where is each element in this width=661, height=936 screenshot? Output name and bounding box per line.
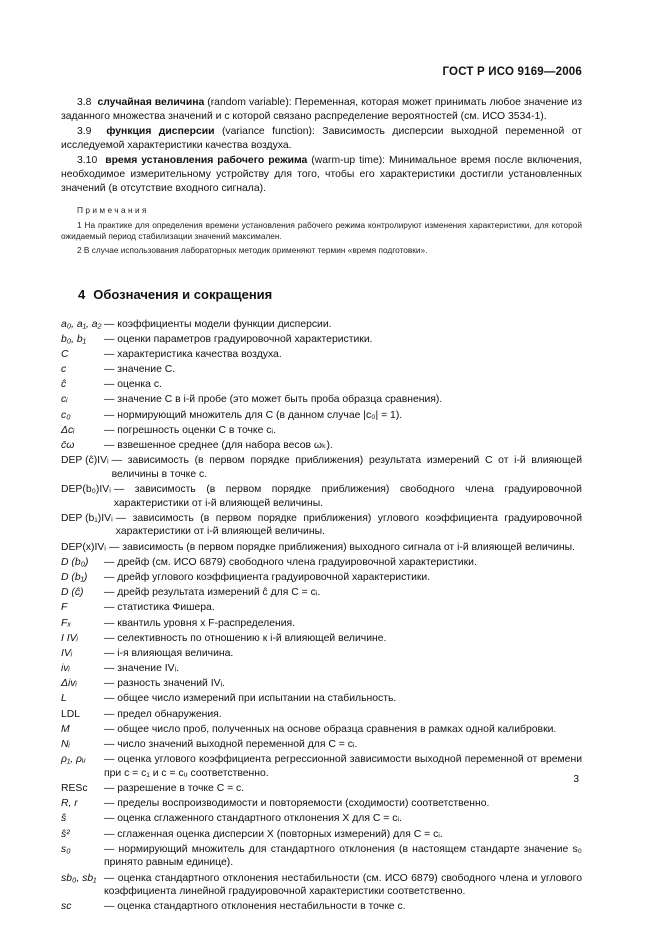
definition-term: случайная величина bbox=[97, 97, 205, 108]
symbol-row bbox=[61, 723, 582, 737]
symbol-description: — значение IVᵢ. bbox=[104, 663, 180, 675]
symbol-row bbox=[61, 662, 582, 676]
symbol-description: — пределы воспроизводимости и повторяемости (сходимости) соответственно. bbox=[104, 798, 490, 810]
symbol-description: — сглаженная оценка дисперсии X (повторных измерений) для C = cᵢ. bbox=[104, 828, 443, 840]
symbol: L bbox=[61, 693, 67, 705]
symbol: Fₓ bbox=[61, 617, 72, 629]
symbol-row bbox=[61, 409, 582, 423]
symbol-row bbox=[61, 424, 582, 438]
symbol-row bbox=[61, 738, 582, 752]
symbol: Δivᵢ bbox=[61, 678, 77, 690]
symbol: ŝ bbox=[61, 813, 67, 825]
symbol-row bbox=[61, 556, 582, 570]
symbol: b₀, b₁ bbox=[61, 333, 86, 345]
symbol-description: — оценка c. bbox=[104, 379, 162, 391]
symbol-row bbox=[61, 753, 582, 780]
notes-title: Примечания bbox=[77, 205, 149, 216]
symbol-row bbox=[61, 439, 582, 453]
symbol-row bbox=[61, 541, 582, 555]
symbol: IVᵢ bbox=[61, 647, 73, 659]
symbol-description: — дрейф углового коэффициента градуировочной характеристики. bbox=[104, 571, 431, 583]
definition-number: 3.8 bbox=[77, 97, 92, 108]
symbol: sb₀, sb₁ bbox=[61, 872, 97, 884]
symbol-description: — квантиль уровня x F-распределения. bbox=[104, 617, 296, 629]
symbol-description: — значение C в i-й пробе (это может быть проба образца сравнения). bbox=[104, 394, 443, 406]
definition-number: 3.10 bbox=[77, 155, 98, 167]
symbol: s₀ bbox=[61, 843, 71, 855]
symbol: cᵢ bbox=[61, 394, 68, 406]
symbol-row bbox=[61, 647, 582, 661]
note-item: 2 В случае использования лабораторных методик применяют термин «время подготовки». bbox=[77, 244, 428, 255]
symbol-description: — статистика Фишера. bbox=[104, 602, 215, 614]
notes-block bbox=[61, 205, 582, 256]
symbol: D (ĉ) bbox=[61, 587, 84, 599]
symbol-description: — характеристика качества воздуха. bbox=[104, 348, 282, 360]
symbol-row bbox=[61, 708, 582, 722]
symbol-row bbox=[61, 333, 582, 347]
symbol-description: — оценка сглаженного стандартного отклонения X для C = cᵢ. bbox=[104, 813, 402, 825]
section-title: Обозначения и сокращения bbox=[93, 286, 273, 302]
symbol: DEP(b₀)IVᵢ bbox=[61, 484, 111, 495]
definition-term: время установления рабочего режима bbox=[105, 155, 308, 167]
symbol: D (b₁) bbox=[61, 571, 88, 583]
section-number: 4 bbox=[78, 286, 86, 302]
symbol-description: — нормирующий множитель для стандартного отклонения (в настоящем стандарте значение s₀ принято равным единице). bbox=[104, 843, 582, 869]
document-header: ГОСТ Р ИСО 9169—2006 bbox=[442, 66, 582, 78]
symbol: RESc bbox=[61, 782, 88, 794]
definition-3-9 bbox=[61, 125, 582, 152]
symbol-row bbox=[61, 782, 582, 796]
definition-text: (warm-up time): Минимальное время после включения, необходимое измерительному устройству для того, чтобы его характеристики достигли установленных значений (в отсутствие входного сигнала). bbox=[61, 155, 582, 194]
document-body bbox=[61, 96, 582, 915]
symbol-description: — зависимость (в первом порядке приближения) свободного члена градуировочной характеристики от i-й влияющей величины. bbox=[113, 484, 582, 509]
symbol-description: — погрешность оценки C в точке cᵢ. bbox=[104, 424, 276, 436]
symbol-description: — предел обнаружения. bbox=[104, 708, 222, 720]
symbol-row bbox=[61, 571, 582, 585]
symbol-row bbox=[61, 378, 582, 392]
symbol: ŝ² bbox=[61, 828, 70, 840]
symbol: DEP (ĉ)IVᵢ bbox=[61, 455, 109, 467]
symbol: ρ₁, ρᵤ bbox=[61, 754, 86, 766]
symbol-description: — дрейф результата измерений ĉ для C = cᵢ. bbox=[104, 587, 321, 599]
symbol-description: — коэффициенты модели функции дисперсии. bbox=[104, 318, 332, 330]
symbol: F bbox=[61, 602, 68, 614]
symbol-description: — оценка стандартного отклонения нестабильности (см. ИСО 6879) свободного члена и углового коэффициента линейной градуировочной характеристики соответственно. bbox=[104, 872, 582, 898]
section-heading bbox=[61, 287, 582, 302]
symbol: a₀, a₁, a₂ bbox=[61, 318, 102, 330]
note-item: 1 На практике для определения времени установления рабочего режима контролируют изменения характеристики, для которой ожидаемый период стабилизации значений максимален. bbox=[61, 219, 582, 242]
symbols-list bbox=[61, 318, 582, 914]
symbol-description: — оценка стандартного отклонения нестабильности в точке c. bbox=[104, 901, 406, 913]
page-number: 3 bbox=[573, 774, 579, 785]
symbol-row bbox=[61, 348, 582, 362]
symbol-description: — нормирующий множитель для C (в данном случае |c₀| = 1). bbox=[104, 409, 403, 421]
symbol-row bbox=[61, 677, 582, 691]
symbol-description: — общее число проб, полученных на основе образца сравнения в рамках одной калибровки. bbox=[104, 723, 557, 735]
symbol-row bbox=[61, 617, 582, 631]
symbol-description: — зависимость (в первом порядке приближения) результата измерений C от i-й влияющей величины в точке c. bbox=[111, 455, 582, 480]
symbol-row bbox=[61, 601, 582, 615]
symbol-row bbox=[61, 900, 582, 914]
definition-text: (variance function): Зависимость дисперсии выходной переменной от исследуемой характеристики качества воздуха. bbox=[61, 126, 583, 151]
symbol-row bbox=[61, 586, 582, 600]
symbol-description: — оценка углового коэффициента регрессионной зависимости выходной переменной от времени при c = c₁ и c = cᵤ соответственно. bbox=[104, 754, 582, 779]
symbol: I IVᵢ bbox=[61, 632, 78, 644]
symbol: D (b₀) bbox=[61, 556, 89, 568]
symbol-row bbox=[61, 812, 582, 826]
symbol-description: — селективность по отношению к i-й влияющей величине. bbox=[104, 632, 387, 644]
symbol-description: — i-я влияющая величина. bbox=[104, 647, 234, 659]
symbol-row bbox=[61, 632, 582, 646]
symbol: Nᵢ bbox=[61, 739, 70, 750]
symbol-row bbox=[61, 483, 582, 510]
symbol-description: — значение C. bbox=[104, 364, 176, 376]
symbol: M bbox=[61, 723, 70, 735]
symbol: C bbox=[61, 348, 69, 360]
symbol-row bbox=[61, 843, 582, 870]
symbol-row bbox=[61, 512, 582, 539]
symbol: DEP(x)IVᵢ bbox=[61, 541, 106, 553]
symbol-description: — общее число измерений при испытании на стабильность. bbox=[104, 693, 397, 705]
symbol-description: — зависимость (в первом порядке приближения) углового коэффициента градуировочной характеристики от i-й влияющей величины. bbox=[115, 512, 582, 538]
symbol: LDL bbox=[61, 708, 81, 720]
symbol: R, r bbox=[61, 798, 78, 810]
definition-term: функция дисперсии bbox=[106, 126, 215, 138]
definition-text: (random variable): Переменная, которая может принимать любое значение из заданного множества значений и с которой связано распределение вероятностей (см. ИСО 3534-1). bbox=[61, 97, 582, 122]
symbol-row bbox=[61, 872, 582, 899]
symbol: Δcᵢ bbox=[61, 424, 75, 436]
definition-3-8 bbox=[61, 96, 582, 123]
definition-number: 3.9 bbox=[77, 126, 92, 138]
definition-3-10 bbox=[61, 154, 582, 195]
symbol-row bbox=[61, 393, 582, 407]
symbol-description: — число значений выходной переменной для C = cᵢ. bbox=[104, 739, 358, 750]
symbol-description: — взвешенное среднее (для набора весов ωₖ). bbox=[104, 440, 333, 452]
symbol: ivᵢ bbox=[61, 663, 70, 675]
symbol-description: — зависимость (в первом порядке приближения) выходного сигнала от i-й влияющей величины. bbox=[108, 541, 576, 553]
symbol: c̄ω bbox=[61, 440, 75, 452]
symbol-row bbox=[61, 318, 582, 332]
symbol-description: — разность значений IVᵢ. bbox=[104, 678, 226, 690]
symbol: sc bbox=[61, 901, 72, 913]
symbol-description: — разрешение в точке C = c. bbox=[104, 782, 245, 794]
symbol-row bbox=[61, 692, 582, 706]
symbol: c₀ bbox=[61, 409, 71, 421]
symbol-description: — оценки параметров градуировочной характеристики. bbox=[104, 333, 373, 345]
symbol-row bbox=[61, 363, 582, 377]
symbol-row bbox=[61, 797, 582, 811]
symbol: DEP (b₁)IVᵢ bbox=[61, 512, 113, 524]
symbol: c bbox=[61, 364, 67, 376]
symbol: ĉ bbox=[61, 379, 67, 391]
symbol-row bbox=[61, 828, 582, 842]
symbol-description: — дрейф (см. ИСО 6879) свободного члена градуировочной характеристики. bbox=[104, 556, 477, 568]
symbol-row bbox=[61, 454, 582, 481]
